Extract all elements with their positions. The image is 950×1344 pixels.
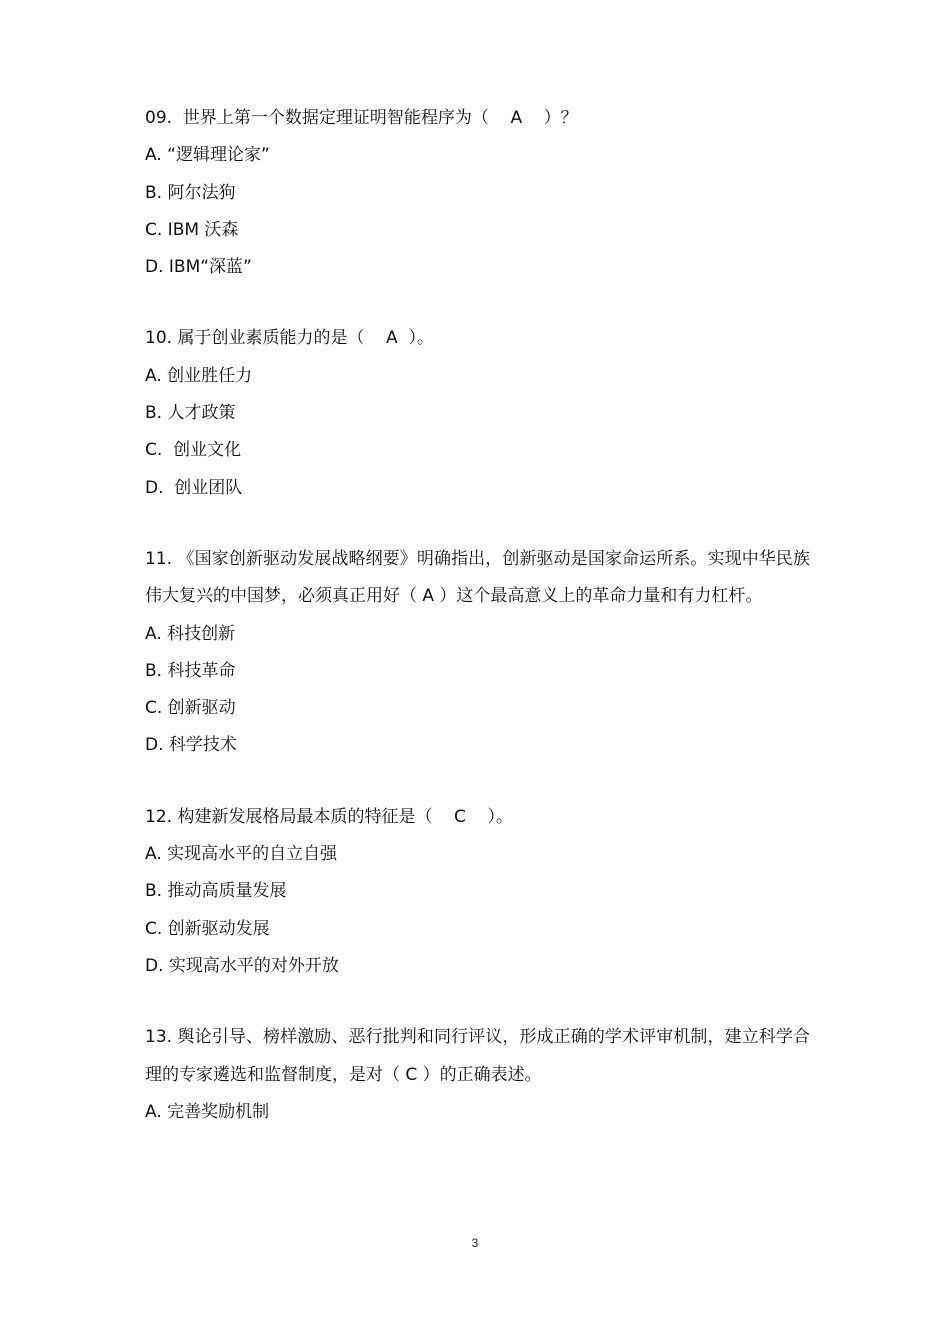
question-text: 13. 舆论引导、榜样激励、恶行批判和同行评议，形成正确的学术评审机制，建立科学合理的专家遴选和监督制度，是对（ C ）的正确表述。: [145, 1027, 810, 1085]
question-text: 11. 《国家创新驱动发展战略纲要》明确指出，创新驱动是国家命运所系。实现中华民族伟大复兴的中国梦，必须真正用好（ A ）这个最高意义上的革命力量和有力杠杆。: [145, 548, 810, 607]
option-c: C. 创新驱动: [145, 698, 236, 719]
option-a: A. 实现高水平的自立自强: [145, 844, 338, 865]
option-d: D. 科学技术: [145, 735, 237, 756]
question-10: [145, 320, 810, 506]
question-12: [145, 799, 810, 985]
question-text: 10. 属于创业素质能力的是（ A ）。: [145, 328, 434, 349]
option-a: A. 完善奖励机制: [145, 1101, 270, 1122]
option-b: B. 人才政策: [145, 403, 236, 424]
page-number: 3: [471, 1236, 479, 1250]
question-11: [145, 541, 810, 765]
option-b: B. 推动高质量发展: [145, 881, 287, 902]
option-b: B. 科技革命: [145, 660, 236, 681]
question-09: [145, 100, 810, 286]
option-b: B. 阿尔法狗: [145, 182, 236, 203]
option-a: A. 创业胜任力: [145, 365, 253, 386]
question-list: [145, 100, 810, 1165]
question-13: [145, 1019, 810, 1131]
question-text: 12. 构建新发展格局最本质的特征是（ C ）。: [145, 806, 514, 827]
option-a: A. 科技创新: [145, 623, 236, 644]
option-c: C. 创业文化: [145, 440, 242, 461]
option-d: D. 创业团队: [145, 477, 243, 498]
option-c: C. IBM 沃森: [145, 219, 239, 240]
option-d: D. IBM“深蓝”: [145, 257, 252, 278]
question-text: 09. 世界上第一个数据定理证明智能程序为（ A ）？: [145, 108, 578, 128]
option-d: D. 实现高水平的对外开放: [145, 955, 339, 976]
option-c: C. 创新驱动发展: [145, 918, 270, 939]
option-a: A. “逻辑理论家”: [145, 145, 270, 166]
